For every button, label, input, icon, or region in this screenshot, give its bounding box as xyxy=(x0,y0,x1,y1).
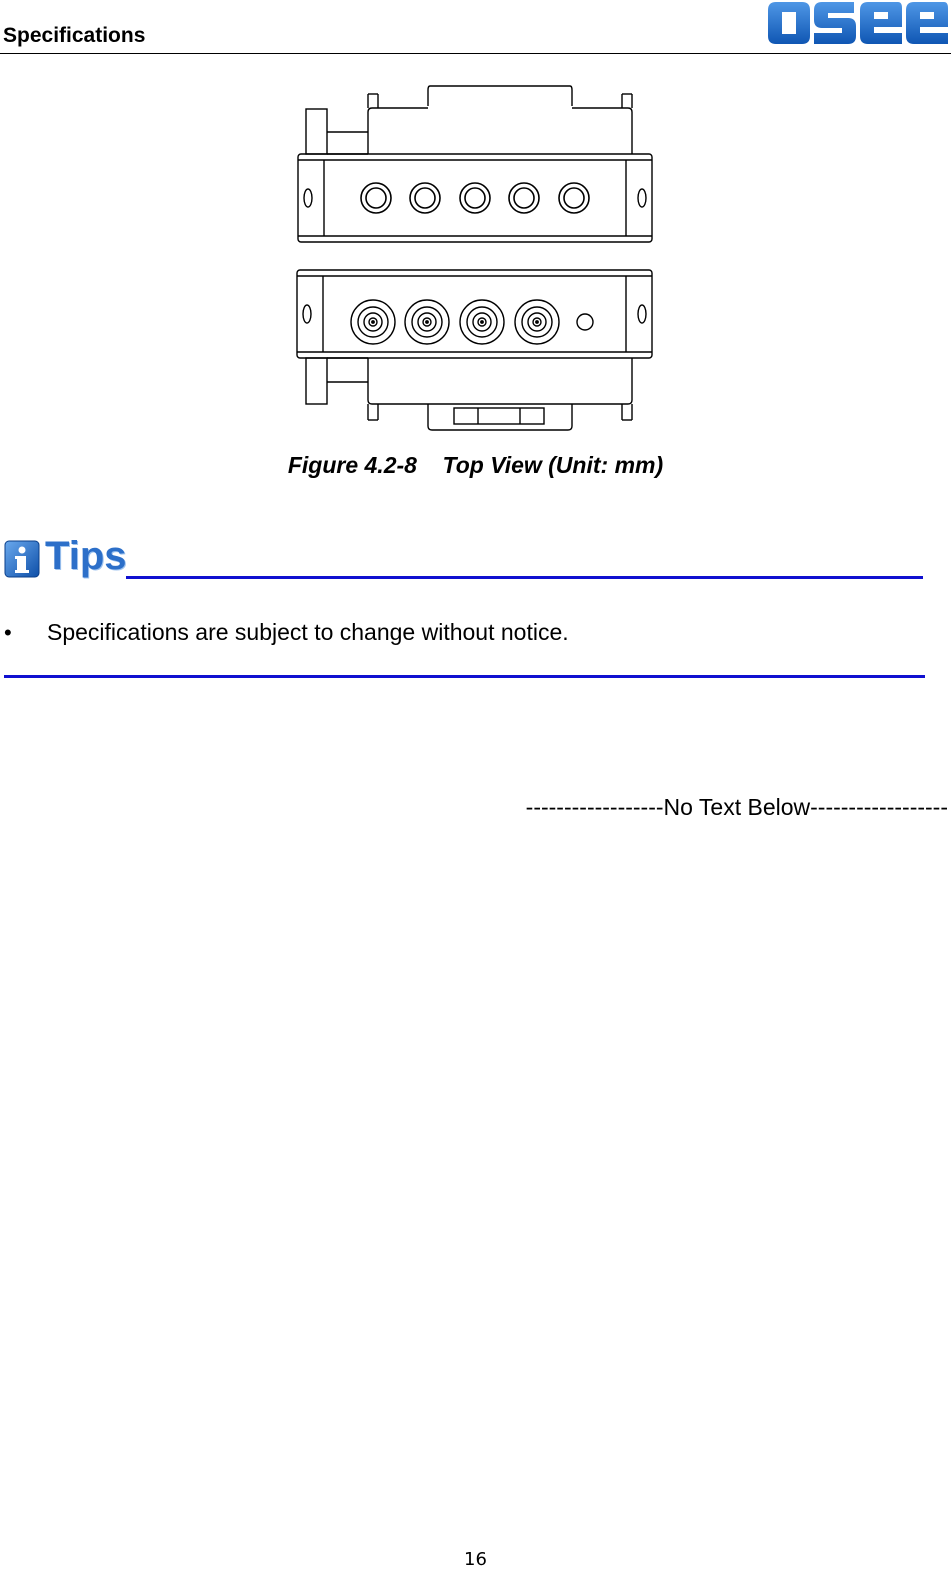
osee-logo xyxy=(766,0,949,46)
tip-item: Specifications are subject to change without notice. xyxy=(47,619,569,645)
tips-top-rule xyxy=(126,576,923,579)
figure-caption xyxy=(0,452,951,479)
tips-heading: Tips xyxy=(45,534,127,578)
top-view-drawing xyxy=(292,82,658,434)
page-number: 16 xyxy=(464,1549,487,1570)
figure-label: Figure 4.2-8 xyxy=(287,452,417,478)
no-text-below-note: ------------------No Text Below------------------ xyxy=(525,794,948,820)
header-rule xyxy=(0,53,951,54)
info-icon xyxy=(4,540,40,578)
section-title: Specifications xyxy=(3,24,146,47)
tips-bottom-rule xyxy=(4,675,925,678)
figure-title: Top View (Unit: mm) xyxy=(442,452,664,478)
bullet-marker: • xyxy=(4,620,12,645)
